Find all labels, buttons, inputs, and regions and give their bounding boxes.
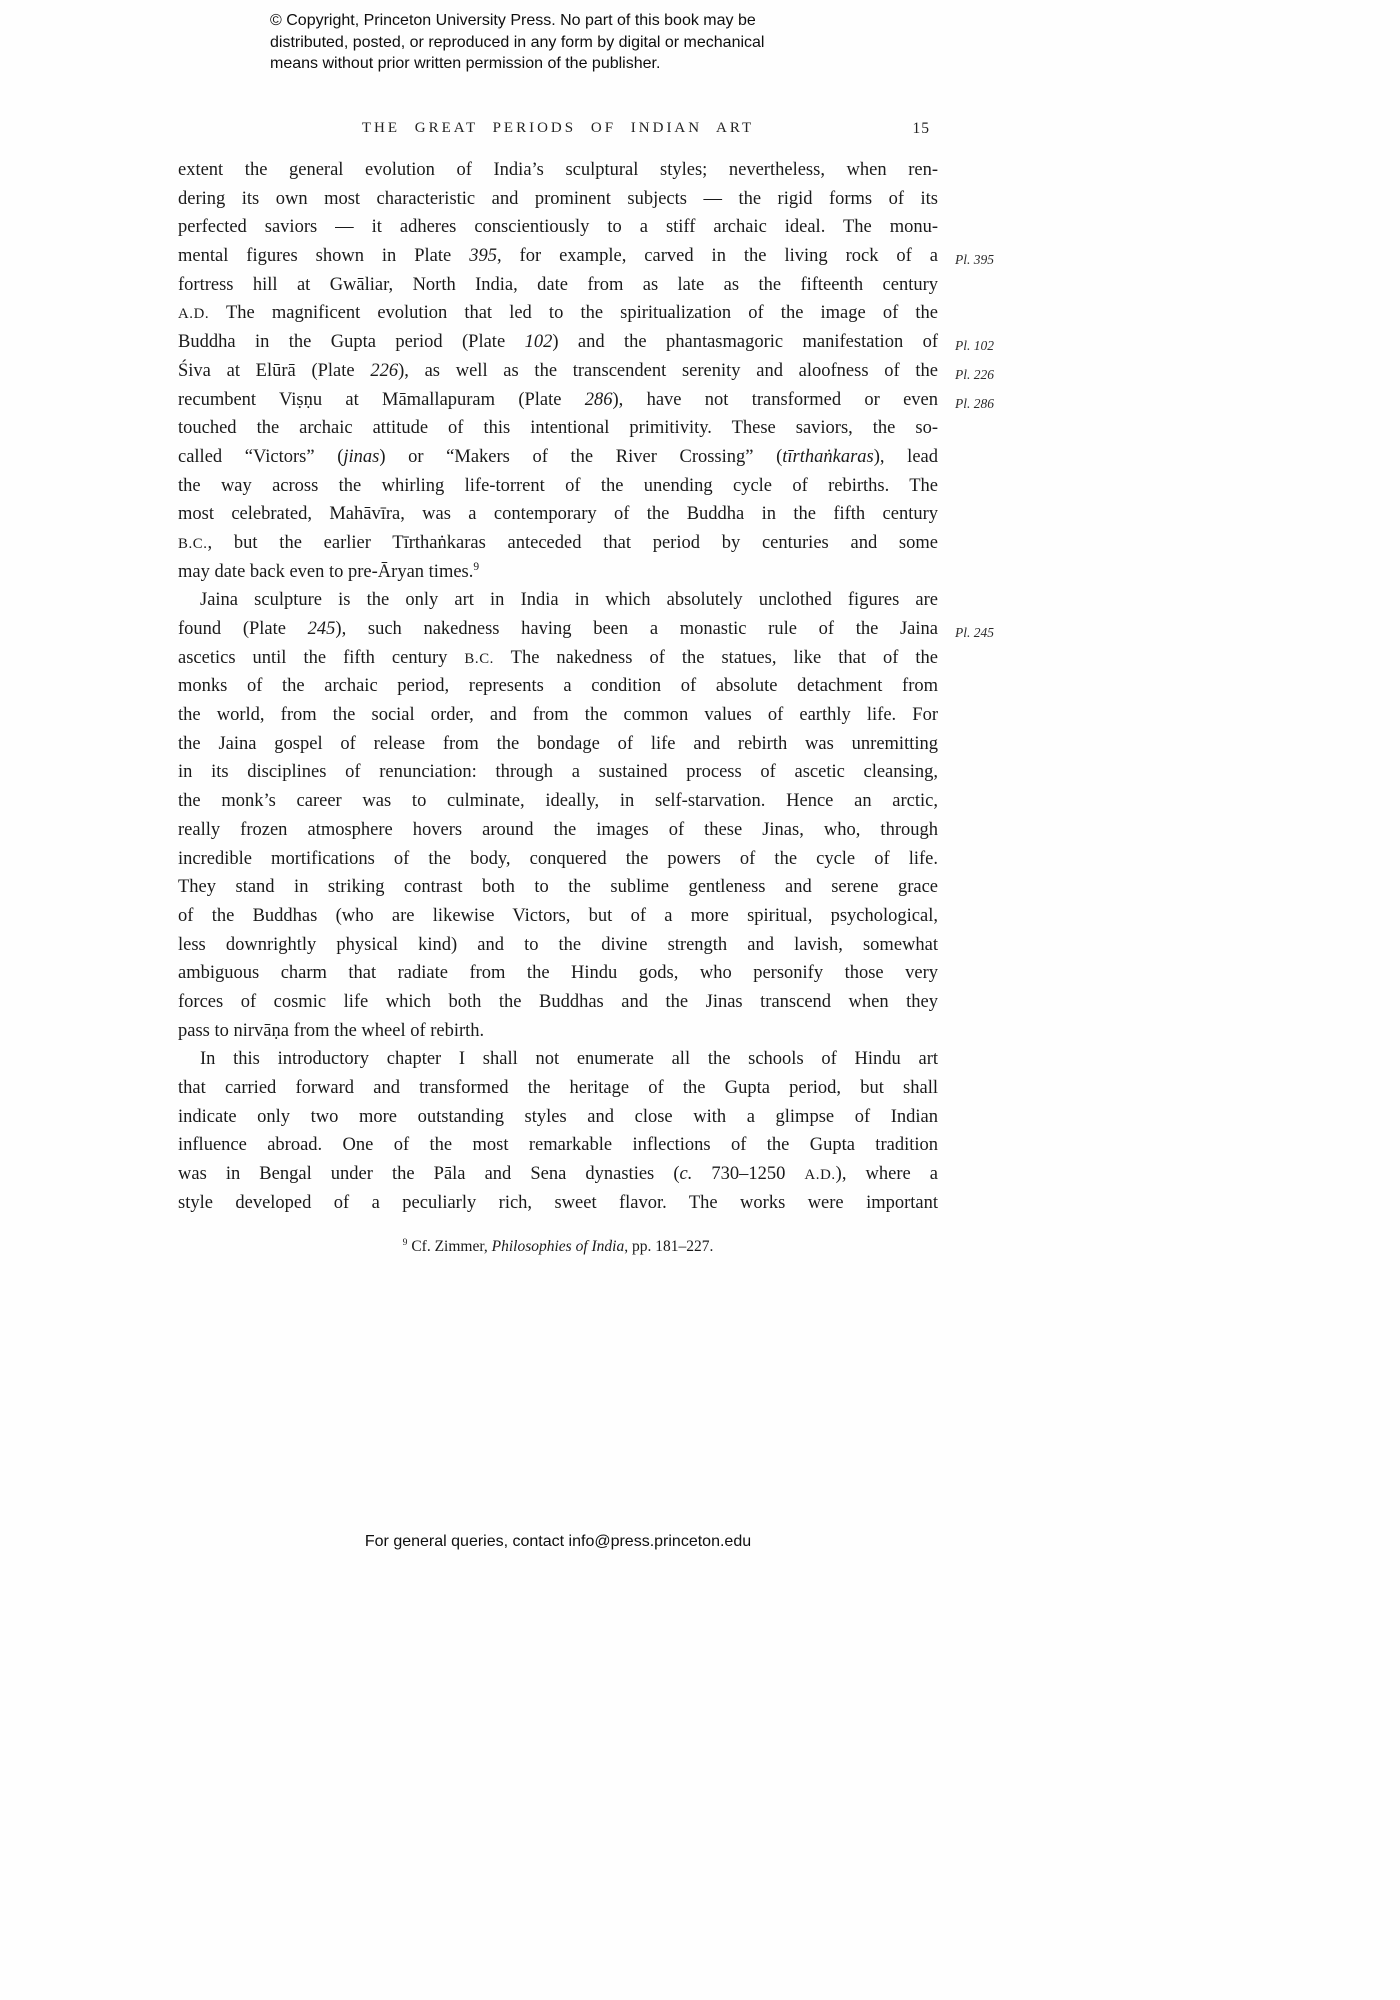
body-line: incredible mortifications of the body, conquered the powers of the cycle of life. — [178, 848, 938, 869]
body-line: recumbent Viṣṇu at Māmallapuram (Plate 286), have not transformed or even Pl. 286 — [178, 386, 938, 415]
body-line: touched the archaic attitude of this intentional primitivity. These saviors, the so- — [178, 418, 938, 439]
body-line: mental figures shown in Plate 395, for example, carved in the living rock of a Pl. 395 — [178, 242, 938, 271]
margin-plate-note: Pl. 245 — [955, 625, 994, 640]
body-line: indicate only two more outstanding styles and close with a glimpse of Indian — [178, 1106, 938, 1127]
running-head: THE GREAT PERIODS OF INDIAN ART — [361, 120, 755, 136]
body-line: called “Victors” (jinas) or “Makers of the River Crossing” (tīrthaṅkaras), lead — [178, 446, 938, 467]
page-header — [178, 120, 938, 146]
body-line: most celebrated, Mahāvīra, was a contemporary of the Buddha in the fifth century — [178, 504, 938, 525]
body-line: that carried forward and transformed the heritage of the Gupta period, but shall — [178, 1078, 938, 1098]
copyright-notice — [270, 10, 764, 75]
body-line: style developed of a peculiarly rich, sweet flavor. The works were important — [178, 1192, 938, 1213]
body-line: in its disciplines of renunciation: through a sustained process of ascetic cleansing, — [178, 762, 938, 783]
body-line: found (Plate 245), such nakedness having been a monastic rule of the Jaina Pl. 245 — [178, 615, 938, 644]
page-number: 15 — [912, 120, 930, 137]
body-line: forces of cosmic life which both the Buddhas and the Jinas transcend when they — [178, 991, 938, 1012]
body-line: pass to nirvāṇa from the wheel of rebirth. — [178, 1020, 485, 1041]
body-line: fortress hill at Gwāliar, North India, date from as late as the fifteenth century — [178, 274, 938, 295]
copyright-line: means without prior written permission of the publisher. — [270, 55, 661, 72]
body-line: monks of the archaic period, represents a condition of absolute detachment from — [178, 676, 938, 697]
body-line: A.D. The magnificent evolution that led to the spiritualization of the image of the — [178, 303, 938, 324]
body-line: Śiva at Elūrā (Plate 226), as well as the transcendent serenity and aloofness of the Pl. 226 — [178, 357, 938, 386]
margin-plate-note: Pl. 226 — [955, 366, 994, 382]
body-line: In this introductory chapter I shall not enumerate all the schools of Hindu art — [200, 1049, 938, 1070]
body-line: really frozen atmosphere hovers around the images of these Jinas, who, through — [178, 819, 938, 840]
copyright-line: distributed, posted, or reproduced in any form by digital or mechanical — [270, 33, 765, 51]
body-line: Jaina sculpture is the only art in India in which absolutely unclothed figures are — [200, 590, 938, 611]
margin-plate-note: Pl. 286 — [955, 395, 994, 411]
margin-plate-note: Pl. 102 — [955, 338, 994, 354]
body-line: the Jaina gospel of release from the bondage of life and rebirth was unremitting — [178, 733, 938, 754]
body-line: may date back even to pre-Āryan times.$^9$ — [178, 560, 480, 582]
body-line: the way across the whirling life-torrent of the unending cycle of rebirths. The — [178, 475, 938, 496]
body-line: influence abroad. One of the most remarkable inflections of the Gupta tradition — [178, 1135, 938, 1156]
body-line: ambiguous charm that radiate from the Hindu gods, who personify those very — [178, 963, 938, 984]
body-line: extent the general evolution of India’s sculptural styles; nevertheless, when ren- — [178, 160, 938, 180]
body-line: was in Bengal under the Pāla and Sena dynasties (c. 730–1250 A.D.), where a — [178, 1164, 938, 1185]
copyright-line: © Copyright, Princeton University Press. No part of this book may be — [270, 12, 756, 29]
body-line: of the Buddhas (who are likewise Victors, but of a more spiritual, psychological, — [178, 905, 938, 926]
body-line: perfected saviors — it adheres conscientiously to a stiff archaic ideal. The monu- — [178, 217, 938, 238]
margin-plate-note: Pl. 395 — [955, 252, 994, 268]
body-line: ascetics until the fifth century B.C. The nakedness of the statues, like that of the — [178, 647, 938, 668]
body-line: B.C., but the earlier Tīrthaṅkaras anteceded that period by centuries and some — [178, 532, 938, 553]
footer-query-line: For general queries, contact info@press.princeton.edu — [364, 1533, 752, 1550]
body-line: the world, from the social order, and from the common values of earthly life. For — [178, 705, 938, 726]
body-line: less downrightly physical kind) and to the divine strength and lavish, somewhat — [178, 934, 938, 955]
body-line: dering its own most characteristic and prominent subjects — the rigid forms of its — [178, 188, 938, 209]
body-line: Buddha in the Gupta period (Plate 102) and the phantasmagoric manifestation of Pl. 102 — [178, 328, 938, 357]
body-text — [178, 156, 994, 1217]
body-line: They stand in striking contrast both to the sublime gentleness and serene grace — [178, 877, 938, 898]
footnote: $^9$ Cf. Zimmer, Philosophies of India, pp. 181–227. — [402, 1236, 714, 1255]
body-line: the monk’s career was to culminate, ideally, in self-starvation. Hence an arctic, — [178, 791, 938, 812]
